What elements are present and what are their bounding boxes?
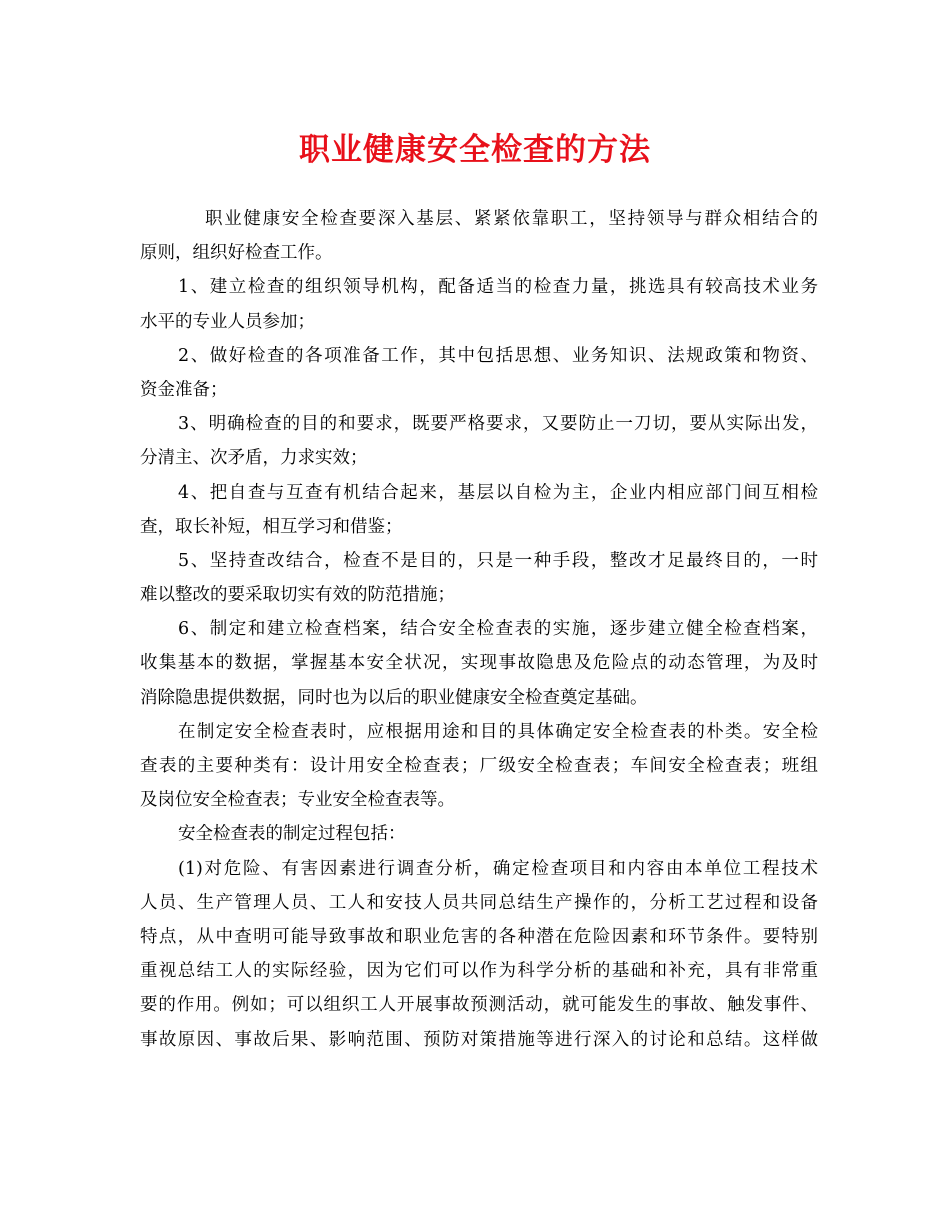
text-line: 查表的主要种类有：设计用安全检查表；厂级安全检查表；车间安全检查表；班组 (140, 756, 818, 776)
text-line: 难以整改的要采取切实有效的防范措施； (140, 585, 455, 606)
text-line: 5、坚持查改结合，检查不是目的，只是一种手段，整改才足最终目的，一时 (178, 550, 818, 571)
text-line: 收集基本的数据，掌握基本安全状况，实现事故隐患及危险点的动态管理，为及时 (140, 653, 818, 674)
text-line: 3、明确检查的目的和要求，既要严格要求，又要防止一刀切，要从实际出发， (178, 414, 818, 435)
text-line: 原则，组织好检查工作。 (140, 243, 333, 264)
document-body (140, 202, 818, 1057)
document-title: 职业健康安全检查的方法 (299, 132, 651, 168)
text-line: 4、把自查与互查有机结合起来，基层以自检为主，企业内相应部门间互相检 (178, 482, 818, 503)
text-line: 人员、生产管理人员、工人和安技人员共同总结生产操作的，分析工艺过程和设备 (140, 892, 818, 913)
text-line: 消除隐患提供数据，同时也为以后的职业健康安全检查奠定基础。 (140, 687, 648, 708)
text-line: 水平的专业人员参加； (140, 311, 315, 332)
text-line: 及岗位安全检查表；专业安全检查表等。 (140, 790, 455, 811)
text-line: 安全检查表的制定过程包括： (178, 824, 406, 845)
text-line: 要的作用。例如；可以组织工人开展事故预测活动，就可能发生的事故、触发事件、 (140, 995, 818, 1016)
text-line: 职业健康安全检查要深入基层、紧紧依靠职工，坚持领导与群众相结合的 (205, 209, 818, 229)
text-line: 事故原因、事故后果、影响范围、预防对策措施等进行深入的讨论和总结。这样做 (140, 1029, 818, 1050)
text-line: 6、制定和建立检查档案，结合安全检查表的实施，逐步建立健全检查档案， (178, 619, 818, 640)
text-line: 2、做好检查的各项准备工作，其中包括思想、业务知识、法规政策和物资、 (178, 345, 818, 366)
text-line: (1)对危险、有害因素进行调查分析，确定检查项目和内容由本单位工程技术 (178, 858, 818, 879)
text-line: 1、建立检查的组织领导机构，配备适当的检查力量，挑选具有较高技术业务 (178, 277, 818, 298)
text-line: 分清主、次矛盾，力求实效； (140, 448, 368, 469)
text-line: 特点，从中查明可能导致事故和职业危害的各种潜在危险因素和环节条件。要特别 (140, 926, 818, 947)
text-line: 资金准备； (140, 379, 228, 400)
text-line: 重视总结工人的实际经验，因为它们可以作为科学分析的基础和补充，具有非常重 (140, 961, 818, 982)
text-line: 在制定安全检查表时，应根据用途和目的具体确定安全检查表的朴类。安全检 (178, 721, 818, 742)
text-line: 查，取长补短，相互学习和借鉴； (140, 516, 403, 537)
